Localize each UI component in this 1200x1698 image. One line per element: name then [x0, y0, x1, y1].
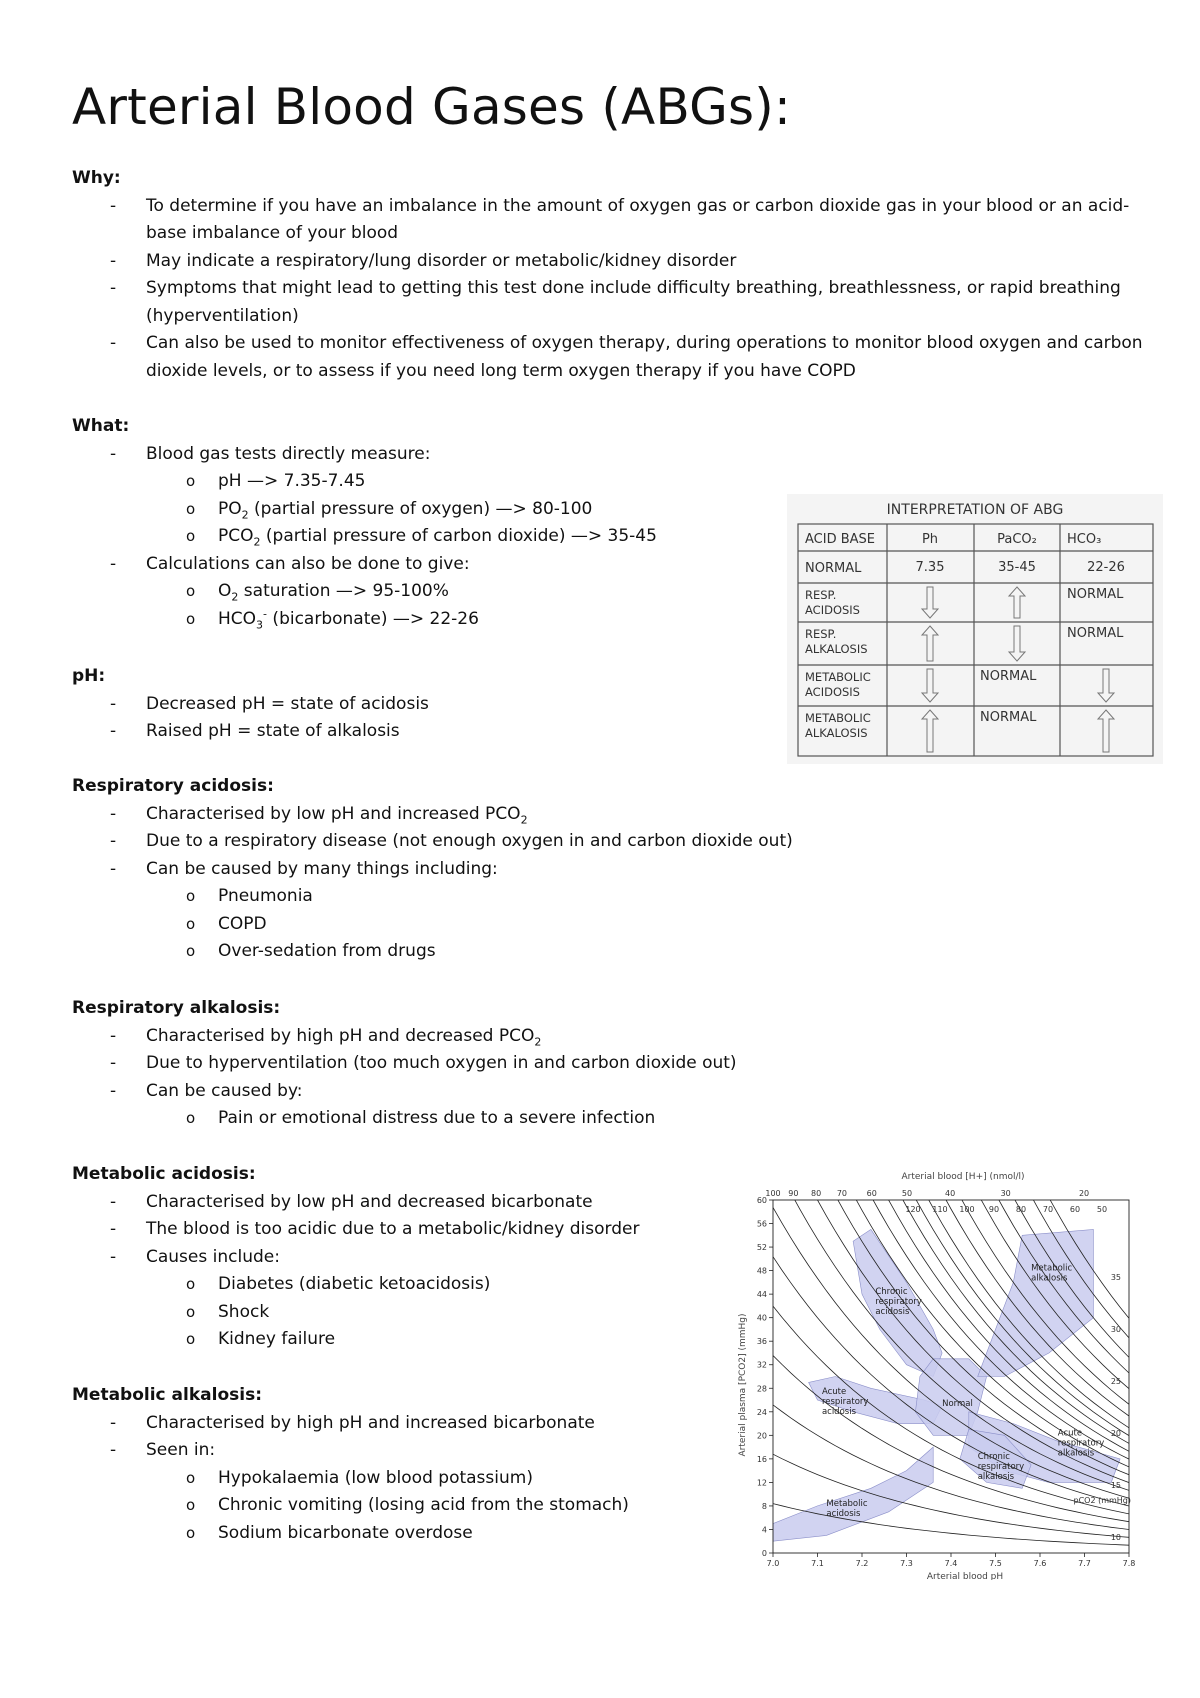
- pco2-unit-label: pCO2 (mmHg): [1073, 1495, 1131, 1505]
- sub-item: o $HCO_3^-$ (bicarbonate) —> 22-26: [72, 606, 772, 634]
- table-header: Ph: [921, 532, 939, 547]
- list-item-text: Blood gas tests directly measure:: [146, 443, 431, 464]
- met-acidosis-list: [72, 1189, 712, 1354]
- list-item: - The blood is too acidic due to a metabolic/kidney disorder: [72, 1216, 712, 1244]
- arrow-up-icon: [922, 710, 938, 752]
- pco2-isobar-label: 15: [1110, 1481, 1121, 1490]
- y-tick-label: 40: [756, 1313, 767, 1323]
- section-heading: Respiratory alkalosis:: [72, 998, 281, 1018]
- sub-item: o Sodium bicarbonate overdose: [72, 1520, 712, 1548]
- row-label: RESP.: [805, 627, 837, 641]
- acid-base-nomogram-figure: [733, 1170, 1165, 1580]
- list-item: - Seen in: o Hypokalaemia (low blood potassium) o Chronic vomiting (losing acid from the stomach) o Sodium bicarbonate overdose: [72, 1437, 712, 1547]
- list-item: - Due to a respiratory disease (not enough oxygen in and carbon dioxide out): [72, 828, 1152, 856]
- pco2-isobar-label: 35: [1110, 1273, 1121, 1282]
- why-list: [72, 193, 1152, 386]
- row-label: METABOLIC: [805, 670, 871, 684]
- list-item: - Characterised by low pH and increased $PCO_2$: [72, 801, 1152, 829]
- sub-item: o Pain or emotional distress due to a severe infection: [72, 1105, 1152, 1133]
- ph-list: [72, 691, 772, 746]
- section-metabolic-alkalosis: [72, 1382, 712, 1547]
- table-header: HCO₃: [1067, 532, 1102, 547]
- h-tick-label: 50: [901, 1189, 913, 1198]
- resp-acidosis-list: [72, 801, 1152, 966]
- region-label: alkalosis: [977, 1471, 1015, 1482]
- region-label: Chronic: [875, 1287, 908, 1298]
- list-item: - May indicate a respiratory/lung disorder or metabolic/kidney disorder: [72, 248, 1152, 276]
- sub-item: o Over-sedation from drugs: [72, 938, 1152, 966]
- y-tick-label: 0: [761, 1549, 767, 1558]
- h-inner-label: 50: [1096, 1205, 1108, 1214]
- arrow-down-icon: [922, 587, 938, 618]
- section-ph: [72, 663, 772, 746]
- arrow-down-icon: [1009, 626, 1025, 661]
- list-item: - Characterised by high pH and decreased $PCO_2$: [72, 1023, 1152, 1051]
- abg-table-svg: [787, 494, 1163, 764]
- list-item: - Can also be used to monitor effectiveness of oxygen therapy, during operations to monitor blood oxygen and carbon dioxide levels, or to assess if you need long term oxygen therapy if you have COPD: [72, 330, 1152, 385]
- h-tick-label: 90: [788, 1189, 799, 1198]
- calcs-list: [146, 578, 772, 633]
- y-tick-label: 56: [756, 1219, 767, 1229]
- sub-item: o COPD: [72, 911, 1152, 939]
- table-title: INTERPRETATION OF ABG: [886, 502, 1064, 518]
- list-item: - Symptoms that might lead to getting this test done include difficulty breathing, breathlessness, or rapid breathing (hyperventilation): [72, 275, 1152, 330]
- measures-list: [146, 468, 772, 551]
- y-tick-label: 36: [756, 1337, 767, 1347]
- list-item: - Can be caused by many things including: o Pneumonia o COPD o Over-sedation from drugs: [72, 856, 1152, 966]
- region-label: Normal: [942, 1398, 973, 1409]
- region-label: respiratory: [821, 1397, 869, 1408]
- row-label: ACIDOSIS: [805, 603, 860, 617]
- sub-item: o Hypokalaemia (low blood potassium): [72, 1465, 712, 1493]
- h-tick-label: 40: [944, 1189, 956, 1198]
- section-heading: Metabolic acidosis:: [72, 1164, 256, 1184]
- h-tick-label: 80: [811, 1189, 822, 1198]
- region-label: acidosis: [875, 1307, 910, 1318]
- x-tick-label: 7.4: [944, 1559, 958, 1568]
- sub-item: o Kidney failure: [72, 1326, 712, 1354]
- x-tick-label: 7.1: [811, 1559, 824, 1568]
- nomogram-x-label: Arterial blood pH: [926, 1572, 1004, 1580]
- sub-item: o Diabetes (diabetic ketoacidosis): [72, 1271, 712, 1299]
- h-tick-label: 100: [765, 1189, 781, 1198]
- list-item: - Due to hyperventilation (too much oxygen in and carbon dioxide out): [72, 1050, 1152, 1078]
- region-label: Acute: [1057, 1428, 1083, 1439]
- section-why: [72, 165, 1152, 385]
- x-tick-label: 7.5: [989, 1559, 1002, 1568]
- region-label: Acute: [821, 1387, 847, 1398]
- region-label: Metabolic: [1031, 1263, 1073, 1274]
- region-label: alkalosis: [1031, 1273, 1068, 1284]
- h-tick-label: 60: [866, 1189, 877, 1198]
- section-respiratory-acidosis: [72, 773, 1152, 966]
- arrow-up-icon: [922, 626, 938, 661]
- table-body: [805, 560, 1125, 752]
- section-what: [72, 413, 772, 633]
- section-heading: What:: [72, 416, 130, 436]
- met-alkalosis-list: [72, 1410, 712, 1548]
- sub-item: o $O_2$ saturation —> 95-100%: [72, 578, 772, 606]
- y-tick-label: 24: [756, 1407, 767, 1417]
- sub-item: o $PO_2$ (partial pressure of oxygen) —> 80-100: [72, 496, 772, 524]
- pco2-isobar-label: 30: [1110, 1325, 1121, 1334]
- list-item-text: Calculations can also be done to give:: [146, 553, 470, 574]
- list-item: - Characterised by low pH and decreased bicarbonate: [72, 1189, 712, 1217]
- nomogram-svg: [733, 1170, 1165, 1580]
- region-label: acidosis: [826, 1508, 861, 1519]
- list-item: [72, 441, 772, 551]
- row-label: METABOLIC: [805, 711, 871, 725]
- causes-list: [146, 1105, 1152, 1133]
- list-item: - Decreased pH = state of acidosis: [72, 691, 772, 719]
- y-tick-label: 4: [761, 1525, 767, 1535]
- list-item: - Raised pH = state of alkalosis: [72, 718, 772, 746]
- pco2-isobar-label: 20: [1110, 1429, 1121, 1438]
- sub-item: o Chronic vomiting (losing acid from the stomach): [72, 1492, 712, 1520]
- cell-value: NORMAL: [980, 710, 1037, 725]
- row-label: NORMAL: [805, 561, 862, 576]
- y-tick-label: 16: [756, 1454, 767, 1464]
- metabolic-acidosis-region: [773, 1447, 933, 1541]
- arrow-up-icon: [1009, 587, 1025, 618]
- region-label: respiratory: [977, 1461, 1025, 1472]
- row-label: ALKALOSIS: [805, 726, 868, 740]
- what-list: [72, 441, 772, 634]
- resp-alkalosis-list: [72, 1023, 1152, 1133]
- section-heading: Respiratory acidosis:: [72, 776, 274, 796]
- y-tick-label: 52: [756, 1243, 767, 1253]
- table-header: ACID BASE: [805, 532, 875, 547]
- x-tick-label: 7.0: [766, 1559, 780, 1568]
- causes-list: [146, 883, 1152, 966]
- x-tick-label: 7.3: [900, 1559, 913, 1568]
- pco2-isobar-label: 25: [1110, 1377, 1121, 1386]
- nomogram-y-label: Arterial plasma [PCO2] (mmHg): [738, 1313, 748, 1457]
- row-label: ALKALOSIS: [805, 642, 868, 656]
- row-label: RESP.: [805, 588, 837, 602]
- pco2-isobar-label: 10: [1110, 1533, 1121, 1542]
- page-title: Arterial Blood Gases (ABGs):: [72, 78, 792, 136]
- h-tick-label: 20: [1078, 1189, 1090, 1198]
- h-inner-label: 120: [905, 1205, 921, 1214]
- region-label: alkalosis: [1057, 1448, 1095, 1459]
- y-tick-label: 60: [756, 1196, 767, 1205]
- h-inner-label: 100: [959, 1205, 975, 1214]
- region-label: acidosis: [821, 1407, 857, 1418]
- abg-interpretation-figure: [787, 494, 1163, 764]
- cell-value: 22-26: [1087, 560, 1125, 575]
- y-tick-label: 28: [756, 1384, 767, 1394]
- section-respiratory-alkalosis: [72, 995, 1152, 1133]
- y-tick-label: 12: [756, 1478, 767, 1488]
- nomogram-top-title: Arterial blood [H+] (nmol/l): [901, 1172, 1025, 1182]
- arrow-down-icon: [1098, 669, 1114, 702]
- y-tick-label: 44: [756, 1290, 767, 1300]
- x-tick-label: 7.6: [1033, 1559, 1047, 1568]
- cell-value: NORMAL: [1067, 626, 1124, 641]
- h-tick-label: 70: [836, 1189, 848, 1198]
- cell-value: NORMAL: [980, 669, 1037, 684]
- cell-value: 35-45: [998, 560, 1036, 575]
- y-tick-label: 48: [756, 1266, 767, 1276]
- row-label: ACIDOSIS: [805, 685, 860, 699]
- arrow-up-icon: [1098, 710, 1114, 752]
- sub-item: o Shock: [72, 1299, 712, 1327]
- sub-item: o pH —> 7.35-7.45: [72, 468, 772, 496]
- causes-list: [146, 1465, 712, 1548]
- y-tick-label: 32: [756, 1360, 767, 1370]
- cell-value: 7.35: [915, 560, 945, 575]
- causes-list: [146, 1271, 712, 1354]
- list-item: [72, 551, 772, 634]
- list-item: - Can be caused by: o Pain or emotional distress due to a severe infection: [72, 1078, 1152, 1133]
- y-tick-label: 20: [756, 1431, 767, 1441]
- x-tick-label: 7.8: [1122, 1559, 1136, 1568]
- section-heading: Why:: [72, 168, 121, 188]
- section-heading: Metabolic alkalosis:: [72, 1385, 262, 1405]
- region-label: Metabolic: [826, 1498, 868, 1509]
- h-inner-label: 80: [1015, 1205, 1027, 1214]
- x-tick-label: 7.2: [855, 1559, 869, 1568]
- cell-value: NORMAL: [1067, 587, 1124, 602]
- region-label: respiratory: [875, 1297, 922, 1308]
- sub-item: o Pneumonia: [72, 883, 1152, 911]
- list-item: - Causes include: o Diabetes (diabetic ketoacidosis) o Shock o Kidney failure: [72, 1244, 712, 1354]
- h-inner-label: 70: [1042, 1205, 1054, 1214]
- region-label: Chronic: [977, 1451, 1010, 1462]
- table-header: PaCO₂: [997, 532, 1037, 547]
- section-metabolic-acidosis: [72, 1161, 712, 1354]
- region-label: respiratory: [1057, 1438, 1105, 1449]
- h-inner-label: 90: [988, 1205, 1000, 1214]
- sub-item: o $PCO_2$ (partial pressure of carbon dioxide) —> 35-45: [72, 523, 772, 551]
- section-heading: pH:: [72, 666, 106, 686]
- y-tick-label: 8: [761, 1501, 767, 1511]
- list-item: - Characterised by high pH and increased bicarbonate: [72, 1410, 712, 1438]
- h-inner-label: 60: [1069, 1205, 1081, 1214]
- x-tick-label: 7.7: [1078, 1559, 1091, 1568]
- list-item: - To determine if you have an imbalance in the amount of oxygen gas or carbon dioxide gas in your blood or an acid-base imbalance of your blood: [72, 193, 1152, 248]
- h-tick-label: 30: [1000, 1189, 1011, 1198]
- h-inner-label: 110: [932, 1205, 948, 1214]
- arrow-down-icon: [922, 669, 938, 702]
